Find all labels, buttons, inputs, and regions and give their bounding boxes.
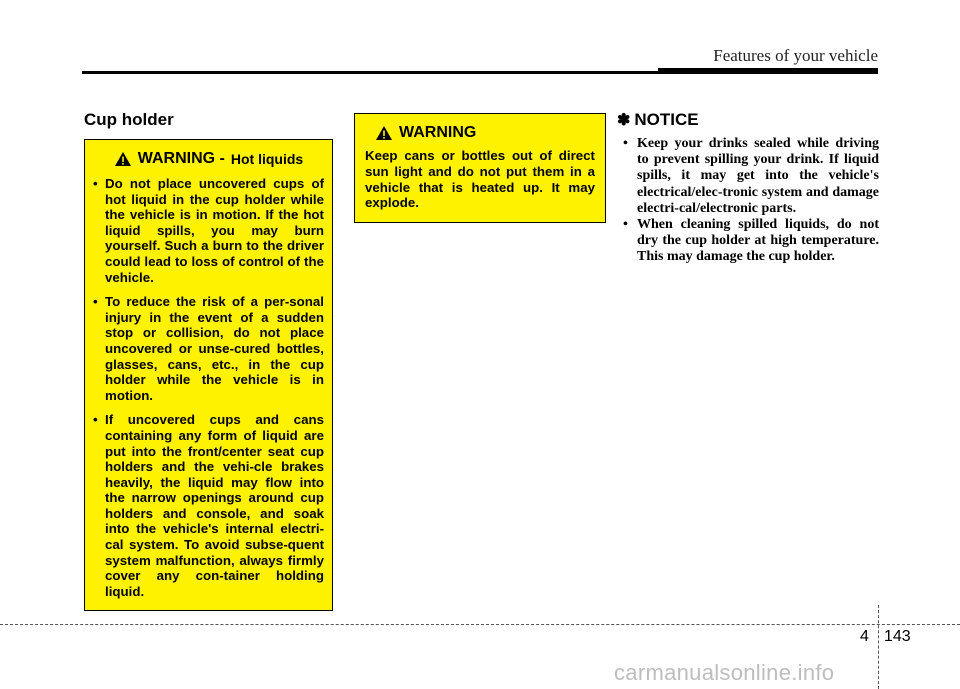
warning-item: • If uncovered cups and cans containing any form of liquid are put into the front/center seat cup holders and the vehi-cle brakes heavily, the liquid may flow into the narrow openings around cup holders and console, and soak into the vehicle's internal electri-cal system. To avoid subse-quent system malfunction, always firmly cover any con-tainer holding liquid. <box>93 412 324 599</box>
notice-list <box>617 136 879 266</box>
warning-heading <box>93 150 324 168</box>
notice-item: • When cleaning spilled liquids, do not dry the cup holder at high temperature. This may damage the cup holder. <box>617 217 879 266</box>
page-header-title: Features of your vehicle <box>713 46 878 65</box>
warning-triangle-icon <box>114 151 132 167</box>
footer-rule <box>0 624 960 625</box>
chapter-number: 4 <box>860 628 869 645</box>
hot-liquids-warning-box <box>84 139 333 611</box>
warning-list <box>93 176 324 599</box>
page-number: 143 <box>884 628 911 645</box>
warning-triangle-icon <box>375 125 393 141</box>
warning-label: WARNING - <box>137 150 225 167</box>
warning-heading <box>365 124 595 142</box>
notice-section <box>617 110 879 266</box>
notice-item: • Keep your drinks sealed while driving to prevent spilling your drink. If liquid spills, it may get into the vehicle's electrical/elec-tronic system and damage electri-cal/electronic parts. <box>617 136 879 217</box>
warning-sublabel: Hot liquids <box>230 151 304 167</box>
watermark: carmanualsonline.info <box>614 660 835 685</box>
warning-label: WARNING <box>399 124 477 141</box>
asterisk-icon: ✽ <box>617 112 631 129</box>
section-title: Cup holder <box>84 110 174 129</box>
header-rule-accent <box>658 68 878 74</box>
footer-divider <box>878 605 879 689</box>
notice-label: NOTICE <box>634 110 699 129</box>
warning-item: • Do not place uncovered cups of hot liquid in the cup holder while the vehicle is in motion. If the hot liquid spills, you may burn yourself. Such a burn to the driver could lead to loss of control of the vehicle. <box>93 176 324 285</box>
warning-text: Keep cans or bottles out of direct sun light and do not put them in a vehicle that is heated up. It may explode. <box>365 148 595 211</box>
notice-heading <box>617 110 879 130</box>
warning-item: • To reduce the risk of a per-sonal injury in the event of a sudden stop or collision, do not place uncovered or unse-cured bottles, glasses, cans, etc., in the cup holder while the vehicle is in motion. <box>93 294 324 403</box>
sun-warning-box <box>354 113 606 223</box>
